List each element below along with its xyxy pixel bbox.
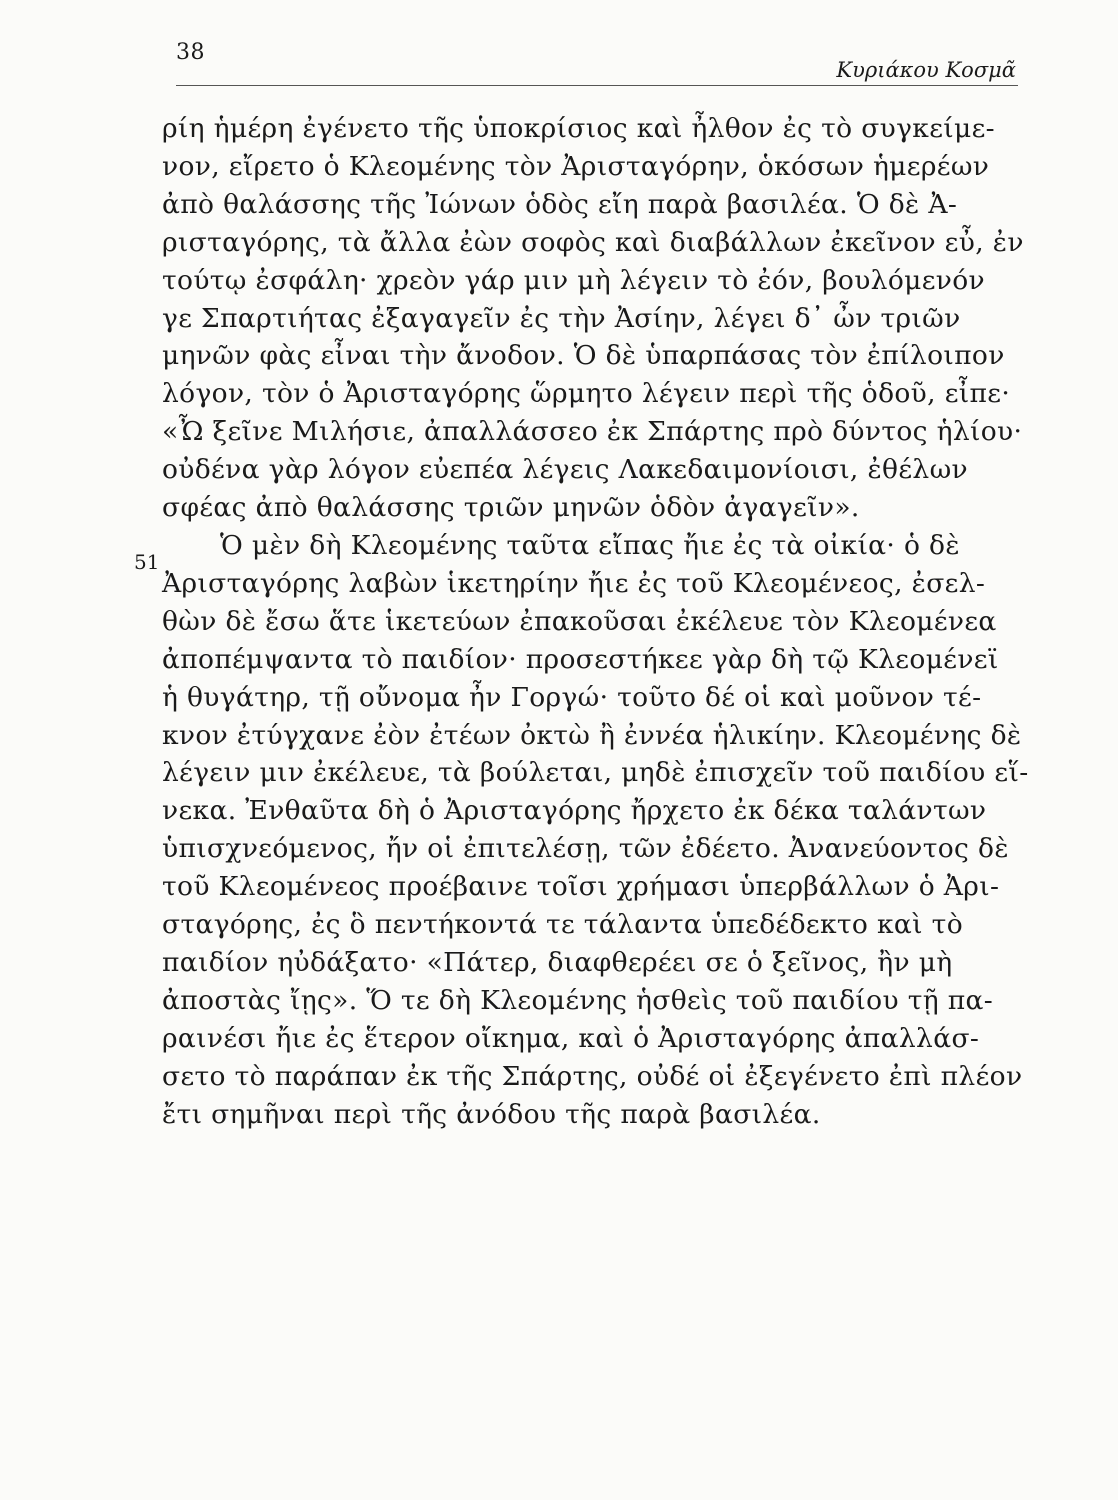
text-line: ἀποστὰς ἴῃς». Ὅ τε δὴ Κλεομένης ἡσθεὶς τοῦ παιδίου τῇ πα- <box>162 984 994 1016</box>
text-line: ὑπισχνεόμενος, ἤν οἱ ἐπιτελέσῃ, τῶν ἐδέετο. Ἀνανεύοντος δὲ <box>162 833 1009 865</box>
text-line: ἀποπέμψαντα τὸ παιδίον· προσεστήκεε γὰρ δὴ τῷ Κλεομένεϊ <box>162 643 999 675</box>
text-line: σταγόρης, ἐς ὃ πεντήκοντά τε τάλαντα ὑπεδέδεκτο καὶ τὸ <box>162 909 963 941</box>
running-head: Κυριάκου Κοσμᾶ <box>836 58 1016 82</box>
text-line: «Ὦ ξεῖνε Μιλήσιε, ἀπαλλάσσεο ἐκ Σπάρτης πρὸ δύντος ἡλίου· <box>162 416 1023 448</box>
text-line: ἡ θυγάτηρ, τῇ οὔνομα ἦν Γοργώ· τοῦτο δέ οἱ καὶ μοῦνον τέ- <box>162 681 982 713</box>
text-line: ρίη ἡμέρη ἐγένετο τῆς ὑποκρίσιος καὶ ἦλθον ἐς τὸ συγκείμε- <box>162 113 995 144</box>
text-line: τούτῳ ἐσφάλη· χρεὸν γάρ μιν μὴ λέγειν τὸ ἐόν, βουλόμενόν <box>162 264 985 296</box>
text-line: νεκα. Ἐνθαῦτα δὴ ὁ Ἀρισταγόρης ἤρχετο ἐκ δέκα ταλάντων <box>162 795 987 827</box>
text-line: Ἀρισταγόρης λαβὼν ἱκετηρίην ἤιε ἐς τοῦ Κλεομένεος, ἐσελ- <box>162 567 986 599</box>
text-line: σφέας ἀπὸ θαλάσσης τριῶν μηνῶν ὁδὸν ἀγαγεῖν». <box>162 492 860 524</box>
text-line: σετο τὸ παράπαν ἐκ τῆς Σπάρτης, οὐδέ οἱ ἐξεγένετο ἐπὶ πλέον <box>162 1060 1023 1092</box>
text-line: θὼν δὲ ἔσω ἅτε ἱκετεύων ἐπακοῦσαι ἐκέλευε τὸν Κλεομένεα <box>162 605 997 637</box>
text-line: ἔτι σημῆναι περὶ τῆς ἀνόδου τῆς παρὰ βασιλέα. <box>162 1098 821 1130</box>
text-line: γε Σπαρτιήτας ἐξαγαγεῖν ἐς τὴν Ἀσίην, λέγει δ᾽ ὦν τριῶν <box>162 302 961 334</box>
text-block <box>162 110 1029 1133</box>
section-number: 51 <box>134 550 160 574</box>
text-line: νον, εἴρετο ὁ Κλεομένης τὸν Ἀρισταγόρην, ὁκόσων ἡμερέων <box>162 150 990 182</box>
text-line: ρισταγόρης, τὰ ἄλλα ἐὼν σοφὸς καὶ διαβάλλων ἐκεῖνον εὖ, ἐν <box>162 226 1024 258</box>
text-line: ἀπὸ θαλάσσης τῆς Ἰώνων ὁδὸς εἴη παρὰ βασιλέα. Ὁ δὲ Ἀ- <box>162 188 958 220</box>
text-line: Ὁ μὲν δὴ Κλεομένης ταῦτα εἴπας ἤιε ἐς τὰ οἰκία· ὁ δὲ <box>220 529 960 561</box>
text-line: κνον ἐτύγχανε ἐὸν ἐτέων ὀκτὼ ἢ ἐννέα ἡλικίην. Κλεομένης δὲ <box>162 719 1022 751</box>
text-line: ραινέσι ἤιε ἐς ἕτερον οἴκημα, καὶ ὁ Ἀρισταγόρης ἀπαλλάσ- <box>162 1022 980 1054</box>
text-line: τοῦ Κλεομένεος προέβαινε τοῖσι χρήμασι ὑπερβάλλων ὁ Ἀρι- <box>162 871 1000 903</box>
page-number: 38 <box>176 40 205 65</box>
text-line: παιδίον ηὐδάξατο· «Πάτερ, διαφθερέει σε ὁ ξεῖνος, ἢν μὴ <box>162 946 953 978</box>
text-line: λέγειν μιν ἐκέλευε, τὰ βούλεται, μηδὲ ἐπισχεῖν τοῦ παιδίου εἵ- <box>162 757 1029 789</box>
text-line: μηνῶν φὰς εἶναι τὴν ἄνοδον. Ὁ δὲ ὑπαρπάσας τὸν ἐπίλοιπον <box>162 340 1005 372</box>
text-line: λόγον, τὸν ὁ Ἀρισταγόρης ὥρμητο λέγειν περὶ τῆς ὁδοῦ, εἶπε· <box>162 378 1011 410</box>
header-rule <box>176 85 1018 86</box>
text-line: οὐδένα γὰρ λόγον εὐεπέα λέγεις Λακεδαιμονίοισι, ἐθέλων <box>162 454 968 486</box>
